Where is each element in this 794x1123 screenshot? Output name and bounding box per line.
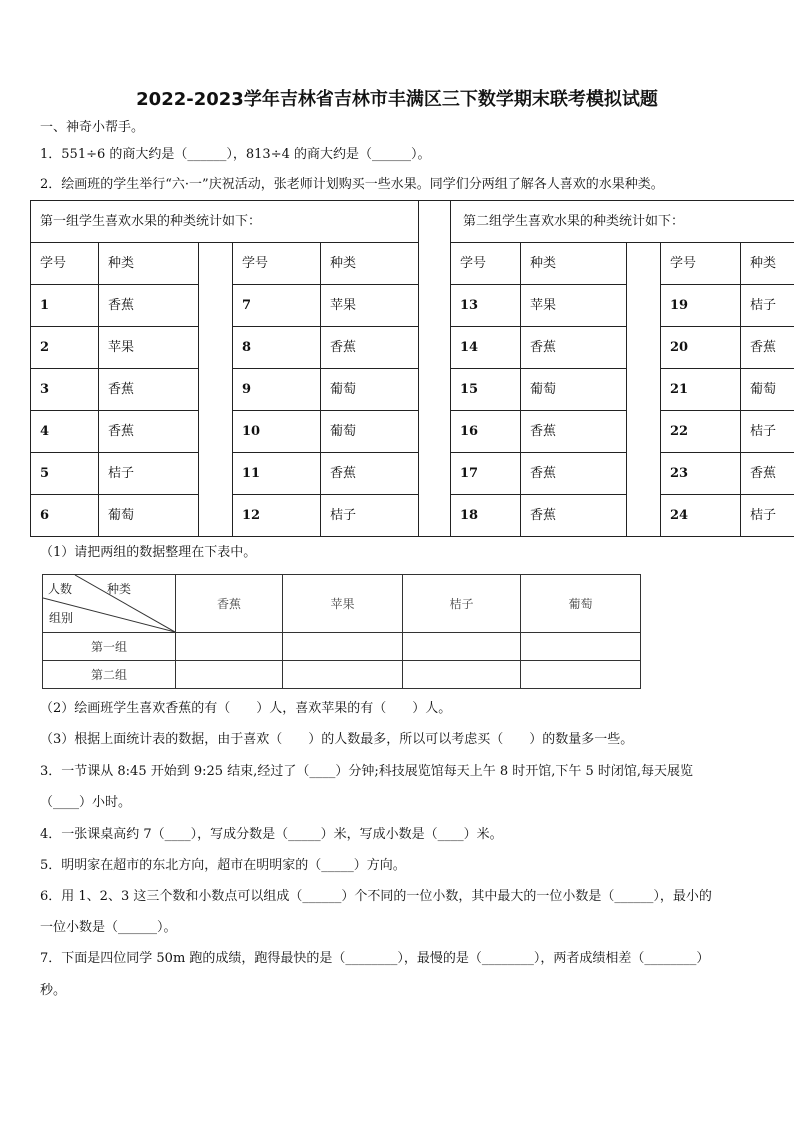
fruit-kind-cell: 香蕉	[741, 453, 794, 495]
column-header-kind: 种类	[741, 243, 794, 285]
tally-cell	[283, 661, 403, 689]
column-header-id: 学号	[31, 243, 99, 285]
fruit-kind-cell: 香蕉	[321, 453, 419, 495]
table-row	[31, 327, 794, 369]
fruit-kind-cell: 葡萄	[99, 495, 199, 537]
table-spacer	[627, 243, 661, 537]
tally-cell	[521, 661, 641, 689]
corner-label-count: 人数	[48, 582, 73, 596]
summary-header-row	[43, 575, 641, 633]
column-header-apple: 苹果	[283, 575, 403, 633]
student-id-cell: 13	[451, 285, 521, 327]
question-5: 5．明明家在超市的东北方向，超市在明明家的（_____）方向。	[40, 858, 406, 873]
fruit-kind-cell: 香蕉	[521, 327, 627, 369]
table-title-row	[31, 201, 794, 243]
question-7-line-1: 7．下面是四位同学 50m 跑的成绩，跑得最快的是（________），最慢的是（________），两者成绩相差（________）	[40, 951, 710, 966]
fruit-kind-cell: 香蕉	[99, 411, 199, 453]
column-header-id: 学号	[661, 243, 741, 285]
fruit-kind-cell: 桔子	[741, 495, 794, 537]
student-id-cell: 15	[451, 369, 521, 411]
fruit-kind-cell: 香蕉	[99, 369, 199, 411]
question-3-line-1: 3．一节课从 8:45 开始到 9:25 结束,经过了（____）分钟;科技展览馆每天上午 8 时开馆,下午 5 时闭馆,每天展览	[40, 764, 694, 779]
fruit-kind-cell: 香蕉	[521, 411, 627, 453]
table-row	[31, 411, 794, 453]
fruit-kind-cell: 桔子	[99, 453, 199, 495]
student-id-cell: 24	[661, 495, 741, 537]
fruit-kind-cell: 桔子	[741, 285, 794, 327]
diagonal-header-cell	[43, 575, 176, 633]
student-id-cell: 21	[661, 369, 741, 411]
fruit-kind-cell: 香蕉	[99, 285, 199, 327]
fruit-kind-cell: 香蕉	[321, 327, 419, 369]
tally-cell	[283, 633, 403, 661]
fruit-kind-cell: 桔子	[741, 411, 794, 453]
table-row	[31, 369, 794, 411]
group-label: 第一组	[43, 633, 176, 661]
column-header-id: 学号	[451, 243, 521, 285]
fruit-kind-cell: 苹果	[321, 285, 419, 327]
fruit-kind-cell: 香蕉	[521, 453, 627, 495]
page-title: 2022-2023学年吉林省吉林市丰满区三下数学期末联考模拟试题	[136, 89, 658, 110]
student-id-cell: 1	[31, 285, 99, 327]
question-2-part-1: （1）请把两组的数据整理在下表中。	[40, 545, 257, 560]
question-7-line-2: 秒。	[40, 983, 67, 998]
tally-cell	[176, 633, 283, 661]
group1-title: 第一组学生喜欢水果的种类统计如下：	[31, 201, 419, 243]
student-id-cell: 8	[233, 327, 321, 369]
section-heading: 一、神奇小帮手。	[40, 120, 145, 135]
question-6-line-1: 6．用 1、2、3 这三个数和小数点可以组成（______）个不同的一位小数，其中最大的一位小数是（______），最小的	[40, 889, 712, 904]
student-id-cell: 6	[31, 495, 99, 537]
table-row	[43, 633, 641, 661]
column-header-kind: 种类	[99, 243, 199, 285]
question-2-part-2: （2）绘画班学生喜欢香蕉的有（ ）人，喜欢苹果的有（ ）人。	[40, 701, 452, 716]
question-4: 4．一张课桌高约 7（____），写成分数是（_____）米，写成小数是（____）米。	[40, 827, 503, 842]
student-id-cell: 4	[31, 411, 99, 453]
fruit-kind-cell: 桔子	[321, 495, 419, 537]
column-header-kind: 种类	[521, 243, 627, 285]
table-row	[43, 661, 641, 689]
fruit-kind-cell: 苹果	[521, 285, 627, 327]
table-row	[31, 453, 794, 495]
tally-cell	[176, 661, 283, 689]
corner-label-group: 组别	[49, 611, 74, 625]
fruit-kind-cell: 葡萄	[321, 411, 419, 453]
group2-title: 第二组学生喜欢水果的种类统计如下：	[451, 201, 794, 243]
fruit-kind-cell: 苹果	[99, 327, 199, 369]
student-id-cell: 19	[661, 285, 741, 327]
table-header-row	[31, 243, 794, 285]
question-2-part-3: （3）根据上面统计表的数据，由于喜欢（ ）的人数最多，所以可以考虑买（ ）的数量多一些。	[40, 732, 634, 747]
student-id-cell: 2	[31, 327, 99, 369]
fruit-kind-cell: 葡萄	[321, 369, 419, 411]
question-3-line-2: （____）小时。	[40, 795, 132, 810]
question-2: 2．绘画班的学生举行“六·一”庆祝活动，张老师计划购买一些水果。同学们分两组了解各人喜欢的水果种类。	[40, 177, 664, 192]
column-header-orange: 桔子	[403, 575, 521, 633]
table-spacer	[419, 201, 451, 537]
student-id-cell: 5	[31, 453, 99, 495]
student-id-cell: 14	[451, 327, 521, 369]
question-1: 1．551÷6 的商大约是（______），813÷4 的商大约是（______）。	[40, 147, 431, 162]
question-6-line-2: 一位小数是（______）。	[40, 920, 177, 935]
student-id-cell: 12	[233, 495, 321, 537]
student-id-cell: 3	[31, 369, 99, 411]
group-label: 第二组	[43, 661, 176, 689]
fruit-kind-cell: 葡萄	[521, 369, 627, 411]
tally-cell	[521, 633, 641, 661]
tally-cell	[403, 661, 521, 689]
table-spacer	[199, 243, 233, 537]
student-id-cell: 17	[451, 453, 521, 495]
student-id-cell: 11	[233, 453, 321, 495]
fruit-kind-cell: 香蕉	[521, 495, 627, 537]
student-id-cell: 10	[233, 411, 321, 453]
column-header-kind: 种类	[321, 243, 419, 285]
tally-cell	[403, 633, 521, 661]
student-id-cell: 9	[233, 369, 321, 411]
student-id-cell: 22	[661, 411, 741, 453]
student-id-cell: 23	[661, 453, 741, 495]
fruit-survey-table	[30, 200, 794, 537]
fruit-kind-cell: 葡萄	[741, 369, 794, 411]
column-header-banana: 香蕉	[176, 575, 283, 633]
student-id-cell: 16	[451, 411, 521, 453]
student-id-cell: 20	[661, 327, 741, 369]
fruit-kind-cell: 香蕉	[741, 327, 794, 369]
student-id-cell: 18	[451, 495, 521, 537]
student-id-cell: 7	[233, 285, 321, 327]
table-row	[31, 285, 794, 327]
corner-label-kind: 种类	[107, 582, 132, 596]
table-row	[31, 495, 794, 537]
column-header-id: 学号	[233, 243, 321, 285]
column-header-grape: 葡萄	[521, 575, 641, 633]
fruit-summary-table	[42, 574, 641, 689]
